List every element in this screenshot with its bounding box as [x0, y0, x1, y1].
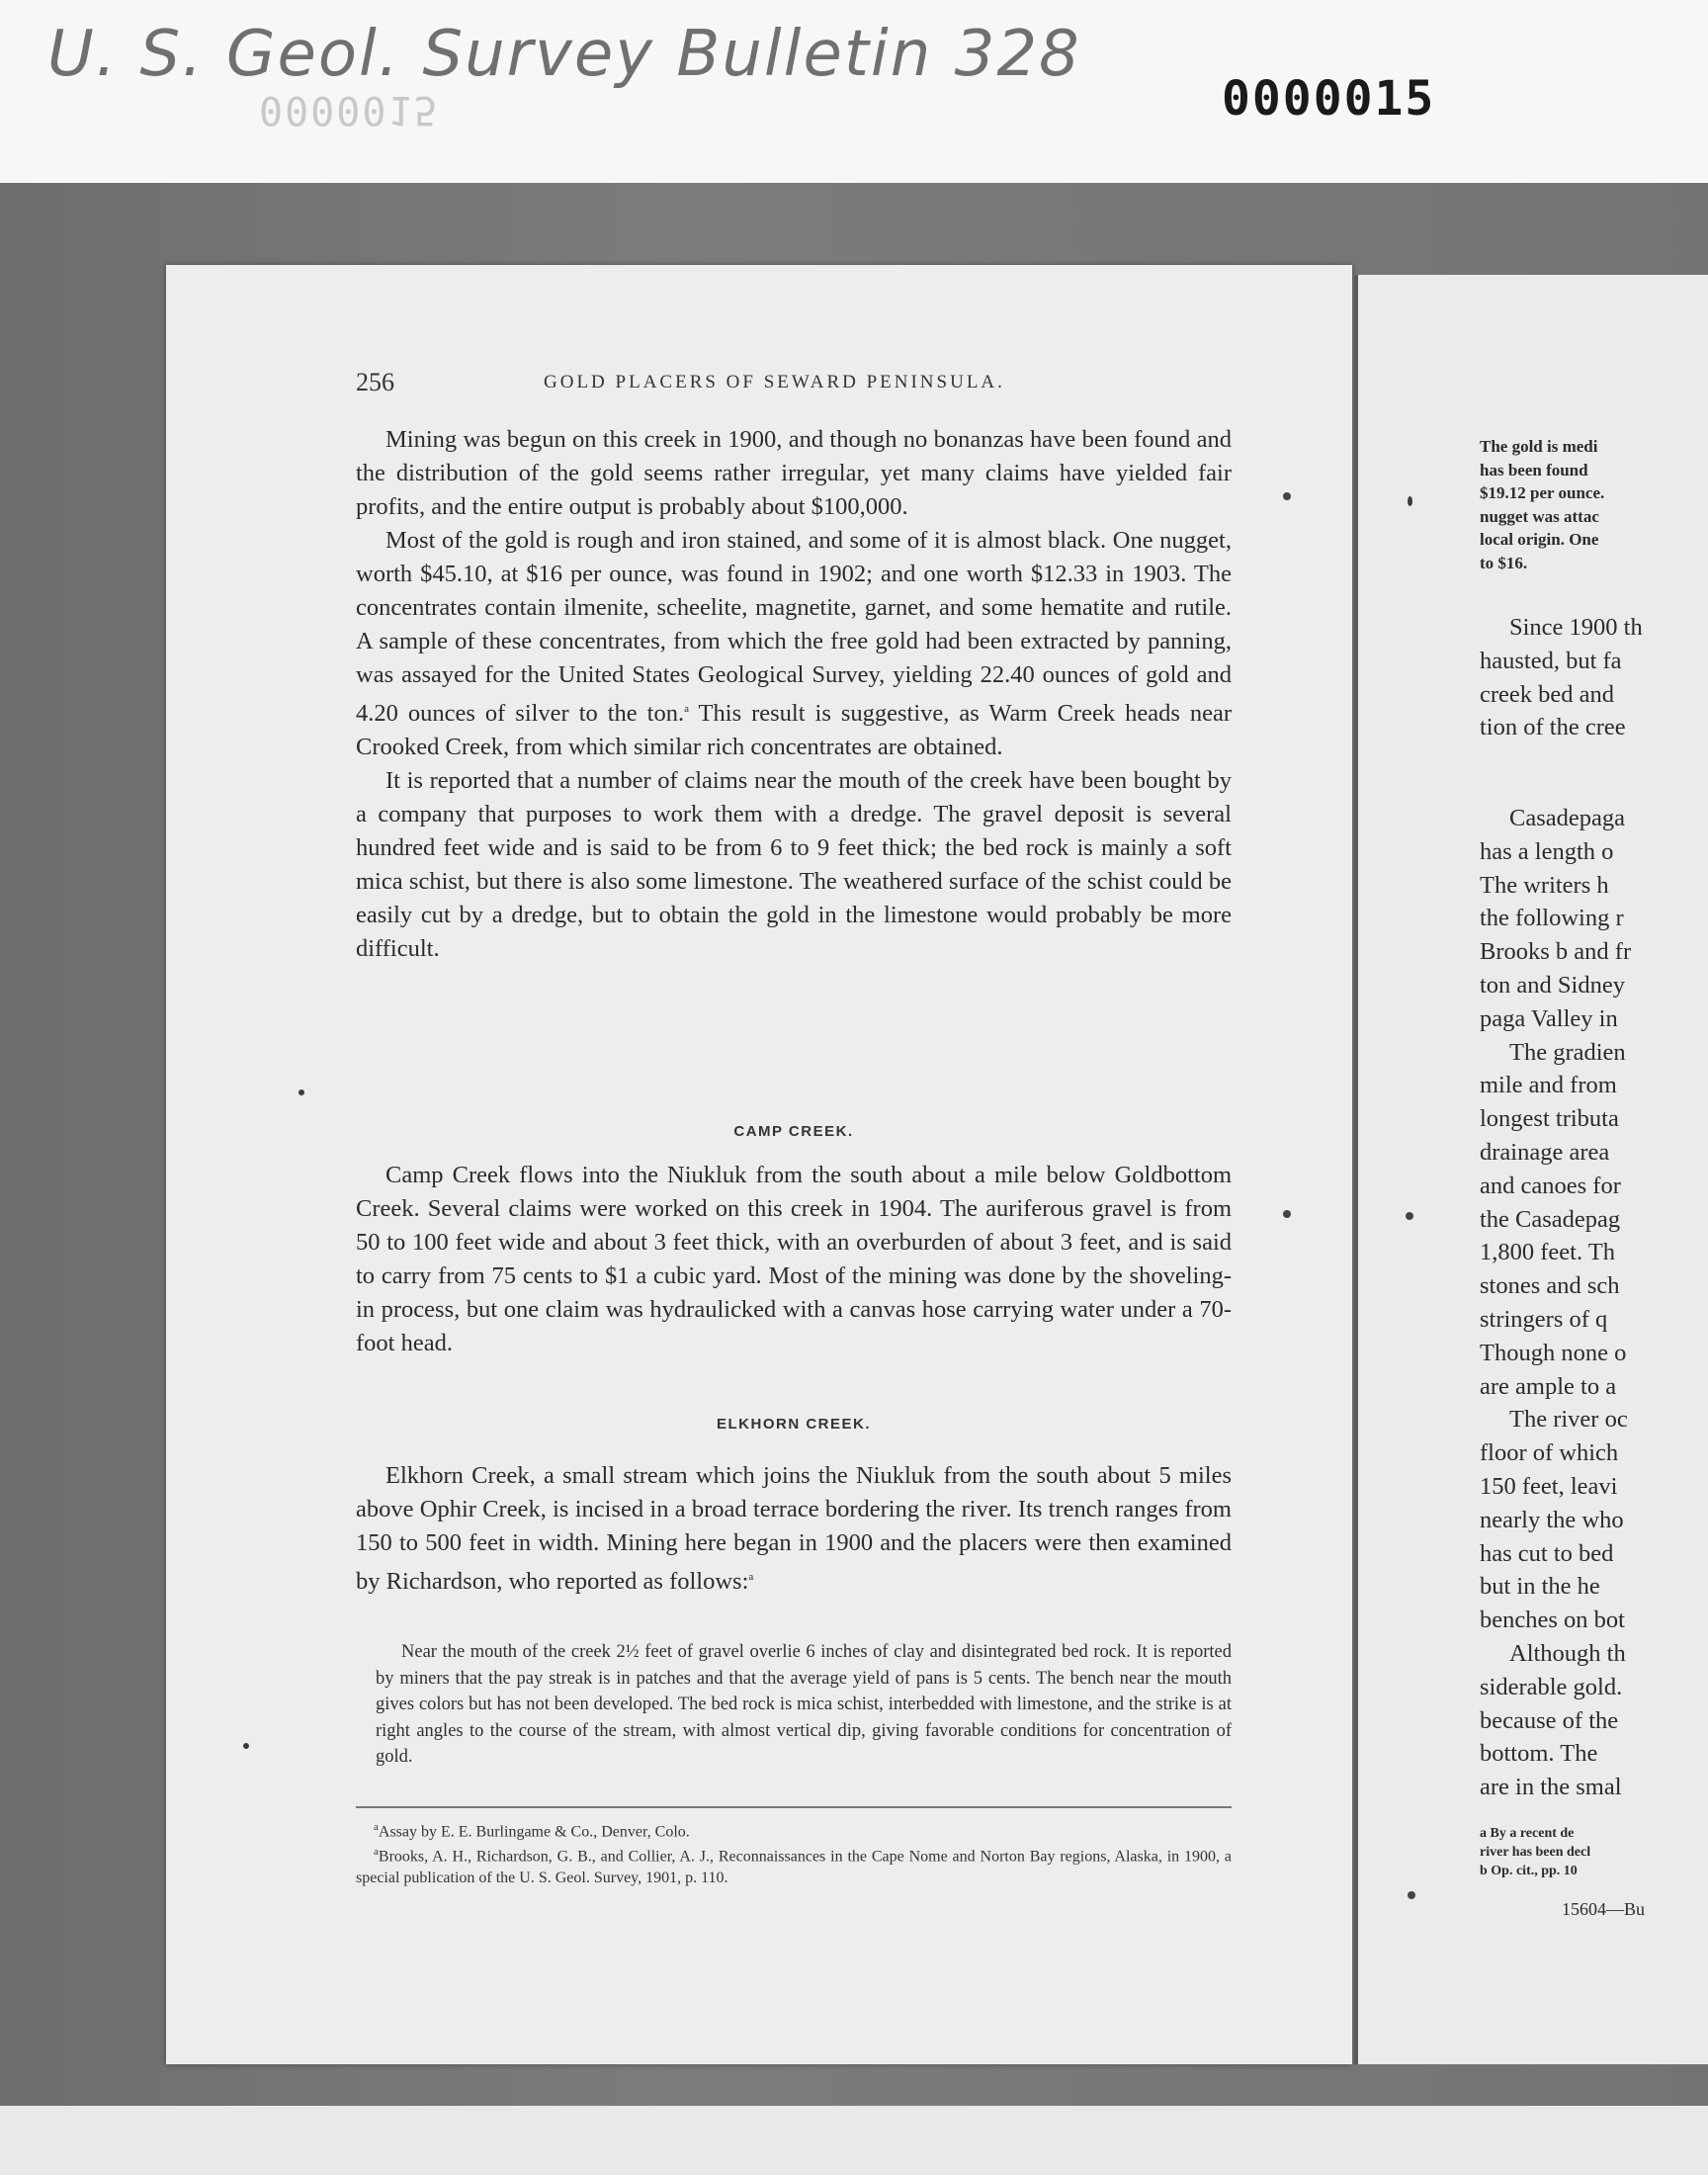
elkhorn-creek-text — [356, 1459, 1232, 1599]
running-head — [356, 368, 1344, 407]
footnote-mark: a — [684, 703, 689, 715]
right-page-line: creek bed and — [1480, 680, 1615, 708]
scan-speck — [1406, 1212, 1413, 1220]
right-page-line: a By a recent de — [1480, 1826, 1575, 1841]
right-page-line: 150 feet, leavi — [1480, 1472, 1618, 1500]
right-page-line: longest tributa — [1480, 1105, 1619, 1133]
quote-paragraph: Near the mouth of the creek 2½ feet of gravel overlie 6 inches of clay and disintegrated bed rock. It is reported by miners that the pay streak is in patches and that the average yield of pans is 5 cents. The bench near the mouth gives colors but has not been developed. The bed rock is mica schist, interbedded with limestone, and the strike is at right angles to the course of the stream, with almost vertical dip, giving favorable conditions for concentration of gold. — [376, 1642, 1232, 1767]
footnote-1: $^a$Assay by E. E. Burlingame & Co., Denver, Colo. — [374, 1821, 690, 1841]
right-page-line: 1,800 feet. Th — [1480, 1239, 1615, 1266]
right-page-paragraph-1 — [1480, 611, 1703, 744]
right-page-line: hausted, but fa — [1480, 647, 1622, 674]
right-page-paragraph-2 — [1480, 802, 1703, 1804]
scan-speck — [243, 1743, 249, 1749]
right-page-line: The writers h — [1480, 871, 1609, 899]
camp-creek-text — [356, 1159, 1232, 1360]
footnote-mark: a — [748, 1571, 754, 1583]
paragraph-3: It is reported that a number of claims near the mouth of the creek have been bought by a company that purposes to work them with a dredge. The gravel deposit is several hundred feet wide and is said to be from 6 to 9 feet thick; the bed rock is mainly a soft mica schist, but there is also some limestone. The weathered surface of the schist could be easily cut by a dredge, but to obtain the gold in the limestone would probably be more difficult. — [356, 767, 1232, 963]
right-page-line: Since 1900 th — [1509, 614, 1643, 641]
label-strip — [0, 0, 1708, 185]
camp-creek-heading: CAMP CREEK. — [733, 1123, 854, 1140]
right-page-line: river has been decl — [1480, 1845, 1591, 1860]
right-page-line: the following r — [1480, 905, 1624, 932]
richardson-quote — [376, 1639, 1232, 1771]
right-page-line: to $16. — [1480, 553, 1528, 572]
right-page-line: and canoes for — [1480, 1172, 1621, 1199]
right-page-line: paga Valley in — [1480, 1004, 1618, 1032]
right-page-line: nearly the who — [1480, 1506, 1624, 1533]
right-page-line: Though none o — [1480, 1339, 1627, 1366]
paragraph-2: Most of the gold is rough and iron stained, and some of it is almost black. One nugget, worth $45.10, at $16 per ounce, was found in 1902; and one worth $12.33 in 1903. The concentrates contain ilmenite, scheelite, magnetite, garnet, and some hematite and rutile. A sample of these concentrates, from which the free gold had been extracted by panning, was assayed for the United States Geological Survey, yielding 22.40 ounces of gold and 4.20 ounces of silver to the ton.$^a$ This result is suggestive, as Warm Creek heads near Crooked Creek, from which similar rich concentrates are obtained. — [356, 527, 1232, 761]
elkhorn-creek-heading: ELKHORN CREEK. — [716, 1416, 871, 1433]
right-page-line: the Casadepag — [1480, 1205, 1621, 1233]
camp-creek-paragraph: Camp Creek flows into the Niukluk from the south about a mile below Goldbottom Creek. Several claims were worked on this creek in 1904. The auriferous gravel is from 50 to 100 feet wide and about 3 feet thick, with an overburden of about 3 feet, and is said to carry from 75 cents to $1 a cubic yard. Most of the mining was done by the shoveling-in process, but one claim was hydraulicked with a canvas hose carrying water under a 70-foot head. — [356, 1162, 1232, 1356]
scan-speck — [1283, 1210, 1291, 1218]
right-page-line: b Op. cit., pp. 10 — [1480, 1864, 1578, 1878]
right-page-line: Casadepaga — [1509, 805, 1625, 831]
page-number: 256 — [356, 368, 394, 396]
footnote-2: $^a$Brooks, A. H., Richardson, G. B., and Collier, A. J., Reconnaissances in the Cape Nome and Norton Bay regions, Alaska, in 1900, a special publication of the U. S. Geol. Survey, 1901, p. 110. — [356, 1846, 1232, 1886]
right-page-line: Brooks b and fr — [1480, 938, 1632, 966]
scan-speck — [299, 1089, 304, 1095]
right-page-line: The river oc — [1509, 1406, 1628, 1434]
footnotes — [356, 1817, 1232, 1888]
right-page-footnotes — [1480, 1824, 1703, 1880]
elkhorn-creek-paragraph: Elkhorn Creek, a small stream which joins the Niukluk from the south about 5 miles above Ophir Creek, is incised in a broad terrace bordering the river. Its trench ranges from 150 to 500 feet in width. Mining here began in 1900 and the placers were then examined by Richardson, who reported as follows:$^a$ — [356, 1462, 1232, 1596]
right-page-line: The gradien — [1509, 1038, 1626, 1066]
stamp-number: 0000015 — [1222, 71, 1436, 127]
right-page-line: benches on bot — [1480, 1607, 1625, 1634]
right-page-line: $19.12 per ounce. — [1480, 483, 1605, 502]
intro-text — [356, 423, 1232, 966]
ghost-stamp-number: 0000015 — [259, 87, 440, 132]
right-page-line: are in the smal — [1480, 1774, 1622, 1801]
right-page-small-text — [1480, 435, 1703, 574]
right-page-line: nugget was attac — [1480, 506, 1599, 526]
scan-speck — [1408, 496, 1412, 506]
scan-speck — [1408, 1891, 1415, 1899]
header-title: GOLD PLACERS OF SEWARD PENINSULA. — [544, 372, 1005, 392]
right-page-line: tion of the cree — [1480, 714, 1626, 741]
right-page-line: ton and Sidney — [1480, 971, 1625, 999]
handwritten-label: U. S. Geol. Survey Bulletin 328 — [47, 18, 1081, 91]
right-page-line: but in the he — [1480, 1573, 1600, 1601]
right-page-line: has cut to bed — [1480, 1539, 1614, 1567]
right-page-line: siderable gold. — [1480, 1673, 1623, 1700]
scan-bottom-edge — [0, 2106, 1708, 2175]
right-page-line: has been found — [1480, 460, 1588, 479]
footnote-rule — [356, 1806, 1232, 1808]
right-page-line: stringers of q — [1480, 1305, 1608, 1333]
scan-speck — [1283, 492, 1291, 500]
right-page-line: are ample to a — [1480, 1372, 1617, 1400]
right-page-line: stones and sch — [1480, 1272, 1620, 1300]
right-page-line: has a length o — [1480, 837, 1614, 865]
paragraph-1: Mining was begun on this creek in 1900, and though no bonanzas have been found and the distribution of the gold seems rather irregular, yet many claims have yielded fair profits, and the entire output is probably about $100,000. — [356, 426, 1232, 520]
right-page-line: mile and from — [1480, 1072, 1617, 1099]
right-page-line: The gold is medi — [1480, 437, 1598, 456]
right-page-line: floor of which — [1480, 1439, 1619, 1467]
right-page-line: because of the — [1480, 1706, 1619, 1734]
right-page-line: local origin. One — [1480, 530, 1599, 549]
right-page-imprint: 15604—Bu — [1562, 1900, 1646, 1919]
right-page-line: bottom. The — [1480, 1740, 1598, 1768]
right-page-line: Although th — [1509, 1639, 1626, 1667]
right-page-line: drainage area — [1480, 1138, 1610, 1166]
